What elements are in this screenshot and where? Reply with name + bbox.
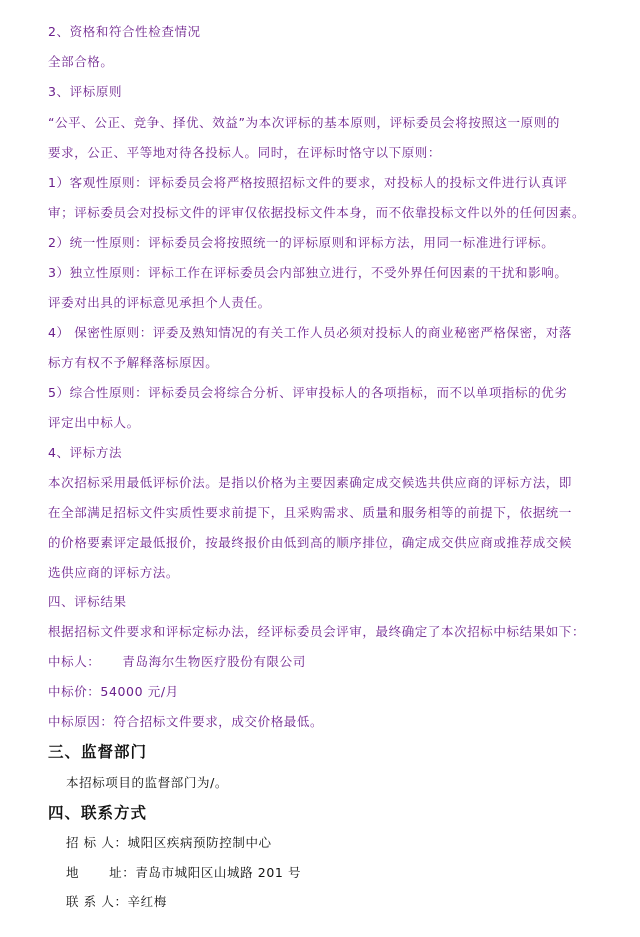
principle-2: 2）统一性原则：评标委员会将按照统一的评标原则和评标方法，用同一标准进行评标。 [48, 235, 555, 250]
contact-address [66, 863, 606, 883]
winning-reason: 中标原因：符合招标文件要求，成交价格最低。 [48, 714, 324, 729]
winning-price: 中标价：54000 元/月 [48, 684, 179, 699]
principle-5-line-1: 5）综合性原则：评标委员会将综合分析、评审投标人的各项指标，而不以单项指标的优劣 [48, 385, 568, 400]
contact-tenderer: 招 标 人：城阳区疾病预防控制中心 [66, 835, 272, 850]
sec3-intro-line-2: 要求，公正、平等地对待各投标人。同时，在评标时恪守以下原则： [48, 145, 442, 160]
sec3-title: 3、评标原则 [48, 84, 123, 99]
sec3-intro-line-1: “公平、公正、竞争、择优、效益”为本次评标的基本原则，评标委员会将按照这一原则的 [48, 115, 560, 130]
address-label-left: 地 [66, 865, 80, 880]
result-line: 根据招标文件要求和评标定标办法，经评标委员会评审，最终确定了本次招标中标结果如下： [48, 624, 586, 639]
principle-1-line-2: 审；评标委员会对投标文件的评审仅依据投标文件本身，而不依靠投标文件以外的任何因素。 [48, 205, 586, 220]
principle-4-line-1: 4） 保密性原则：评委及熟知情况的有关工作人员必须对投标人的商业秘密严格保密，对落 [48, 325, 573, 340]
winner-label: 中标人： [48, 654, 101, 669]
principle-5-line-2: 评定出中标人。 [48, 415, 140, 430]
result-title: 四、评标结果 [48, 594, 127, 609]
method-line-3: 的价格要素评定最低报价，按最终报价由低到高的顺序排位，确定成交供应商或推荐成交候 [48, 535, 573, 550]
principle-3-line-1: 3）独立性原则：评标工作在评标委员会内部独立进行，不受外界任何因素的干扰和影响。 [48, 265, 568, 280]
contact-heading: 四、联系方式 [48, 804, 148, 822]
principle-1-line-1: 1）客观性原则：评标委员会将严格按照招标文件的要求，对投标人的投标文件进行认真评 [48, 175, 568, 190]
supervision-heading: 三、监督部门 [48, 743, 148, 761]
address-label-right: 址： [109, 865, 136, 880]
method-line-4: 选供应商的评标方法。 [48, 565, 180, 580]
method-line-2: 在全部满足招标文件实质性要求前提下，且采购需求、质量和服务相等的前提下，依据统一 [48, 505, 573, 520]
winner-row [48, 652, 588, 672]
sec2-body: 全部合格。 [48, 54, 114, 69]
address-value: 青岛市城阳区山城路 201 号 [135, 865, 302, 880]
winner-name: 青岛海尔生物医疗股份有限公司 [122, 654, 306, 669]
principle-3-line-2: 评委对出具的评标意见承担个人责任。 [48, 295, 271, 310]
method-line-1: 本次招标采用最低评标价法。是指以价格为主要因素确定成交候选共供应商的评标方法，即 [48, 475, 573, 490]
principle-4-line-2: 标方有权不予解释落标原因。 [48, 355, 219, 370]
sec2-title: 2、资格和符合性检查情况 [48, 24, 201, 39]
sec4-title: 4、评标方法 [48, 445, 123, 460]
contact-person: 联 系 人：辛红梅 [66, 894, 167, 909]
supervision-body: 本招标项目的监督部门为/。 [66, 775, 229, 790]
